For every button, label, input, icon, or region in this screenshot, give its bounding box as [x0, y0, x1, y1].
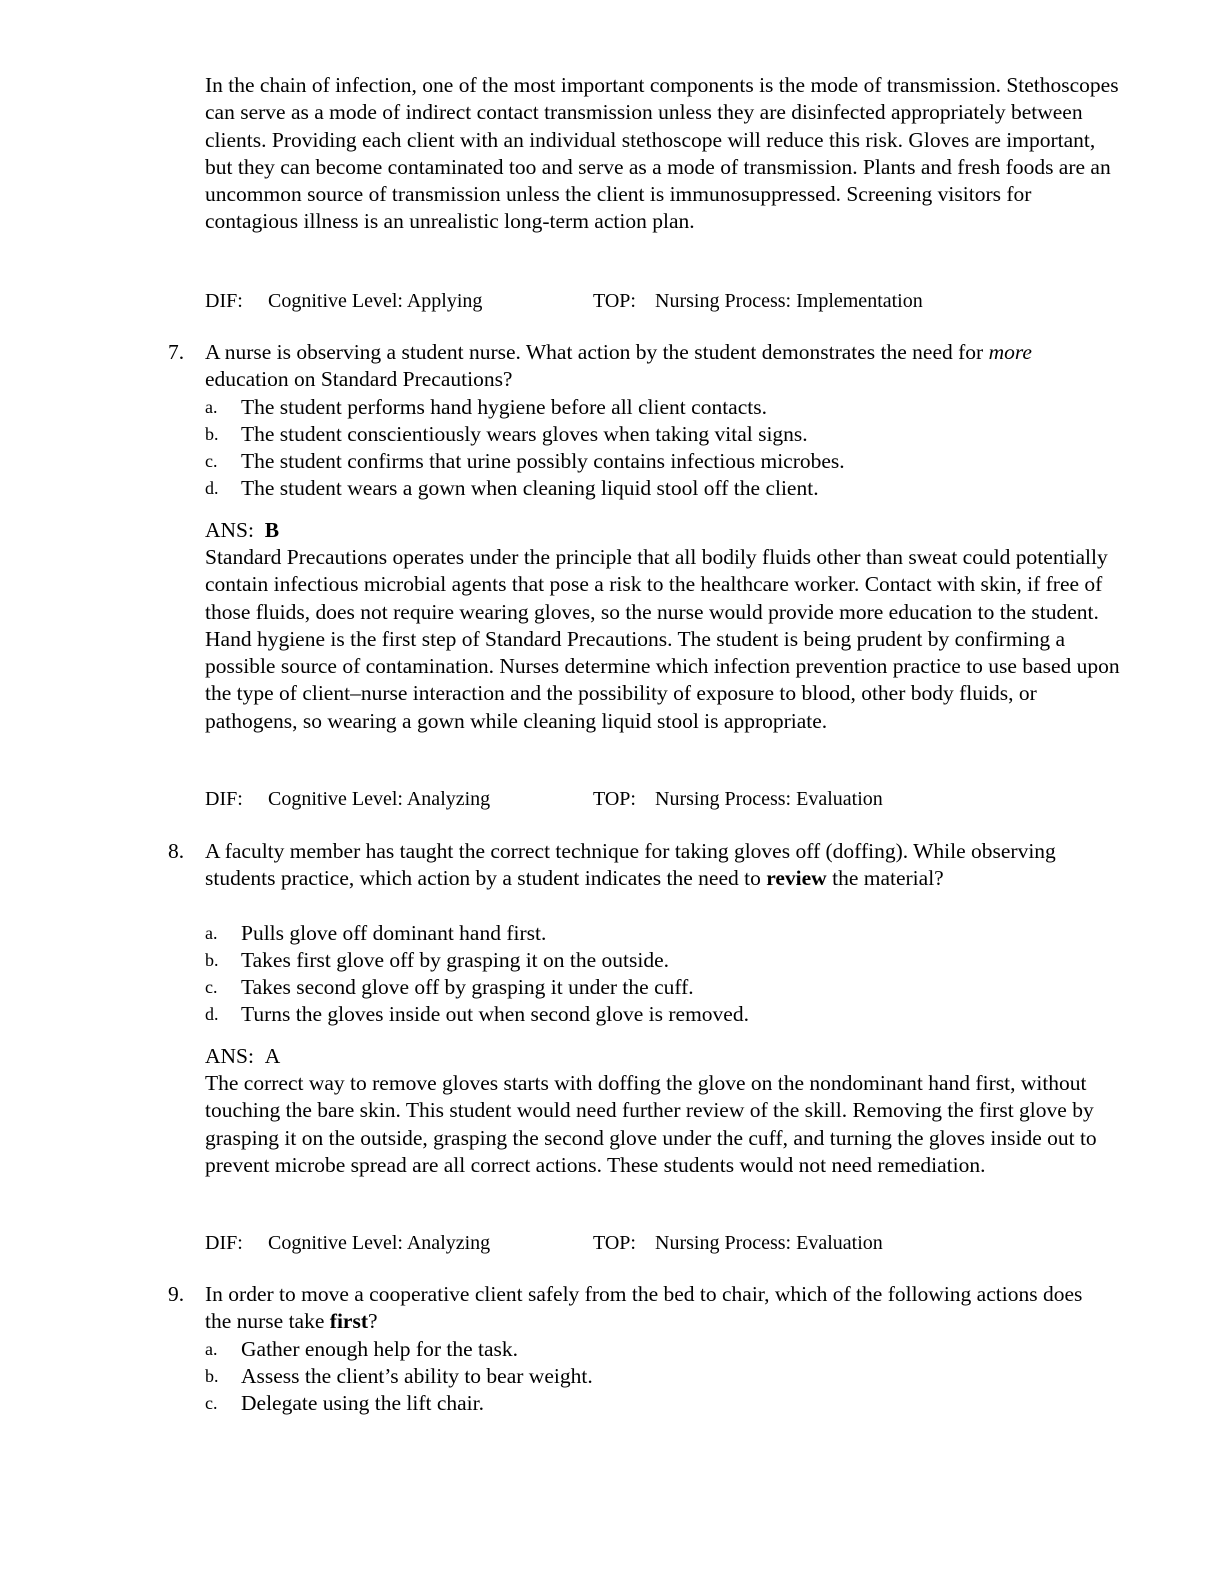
stem-text: A nurse is observing a student nurse. What action by the student demonstrates the need for	[205, 340, 989, 364]
option-text: Turns the gloves inside out when second glove is removed.	[241, 1002, 749, 1026]
option-text: Gather enough help for the task.	[241, 1337, 519, 1361]
stem-text: A faculty member has taught the correct technique for taking gloves off (doffing). While observing students practice, which action by a student indicates the need to	[205, 839, 1056, 891]
option-text: The student performs hand hygiene before all client contacts.	[241, 395, 767, 419]
answer-value: A	[264, 1044, 281, 1068]
option-text: Assess the client’s ability to bear weight.	[241, 1364, 593, 1388]
question-number: 9.	[168, 1282, 185, 1306]
dif-label: DIF:	[205, 290, 243, 312]
option-text: The student confirms that urine possibly contains infectious microbes.	[241, 449, 845, 473]
top-label: TOP:	[593, 1232, 636, 1254]
answer-label: ANS:	[205, 1044, 254, 1068]
question-stem	[205, 838, 1110, 893]
dif-value: Cognitive Level: Analyzing	[268, 788, 491, 810]
stem-text: In order to move a cooperative client safely from the bed to chair, which of the following actions does the nurse take	[205, 1282, 1083, 1334]
top-value: Nursing Process: Implementation	[655, 290, 923, 312]
answer-label: ANS:	[205, 518, 254, 542]
option-letter: a.	[205, 923, 218, 943]
stem-emphasis: more	[988, 340, 1032, 364]
option-letter: c.	[205, 451, 218, 471]
rationale-paragraph: Standard Precautions operates under the principle that all bodily fluids other than sweat could potentially contain infectious microbial agents that pose a risk to the healthcare worker. Contact with skin, if free of those fluids, does not require wearing gloves, so the nurse would provide more education to the student. Hand hygiene is the first step of Standard Precautions. The student is being prudent by confirming a possible source of contamination. Nurses determine which infection prevention practice to use based upon the type of client–nurse interaction and the possibility of exposure to blood, other body fluids, or pathogens, so wearing a gown while cleaning liquid stool is appropriate.	[205, 545, 1120, 733]
question-number: 8.	[168, 839, 185, 863]
stem-emphasis: first	[329, 1309, 368, 1334]
question-number: 7.	[168, 340, 185, 364]
question-meta	[205, 785, 1105, 813]
answer-key	[205, 517, 279, 544]
option-letter: b.	[205, 1366, 219, 1386]
option-text: The student wears a gown when cleaning liquid stool off the client.	[241, 476, 819, 500]
answer-key	[205, 1043, 280, 1070]
question-stem	[205, 1281, 1110, 1336]
top-value: Nursing Process: Evaluation	[655, 1232, 883, 1254]
option-text: Pulls glove off dominant hand first.	[241, 921, 547, 945]
rationale-paragraph: The correct way to remove gloves starts with doffing the glove on the nondominant hand first, without touching the bare skin. This student would need further review of the skill. Removing the first glove by grasping it on the outside, grasping the second glove under the cuff, and turning the gloves inside out to prevent microbe spread are all correct actions. These students would not need remediation.	[205, 1071, 1097, 1177]
stem-emphasis: review	[766, 866, 827, 891]
option-text: The student conscientiously wears gloves when taking vital signs.	[241, 422, 808, 446]
stem-text: the material?	[826, 866, 944, 891]
dif-label: DIF:	[205, 1232, 243, 1254]
option-letter: c.	[205, 1393, 218, 1413]
option-letter: b.	[205, 950, 219, 970]
option-letter: a.	[205, 1339, 218, 1359]
question-meta	[205, 287, 1105, 315]
stem-text: education on Standard Precautions?	[205, 367, 513, 392]
top-value: Nursing Process: Evaluation	[655, 788, 883, 810]
top-label: TOP:	[593, 788, 636, 810]
option-text: Delegate using the lift chair.	[241, 1391, 484, 1415]
dif-label: DIF:	[205, 788, 243, 810]
option-letter: a.	[205, 397, 218, 417]
option-letter: d.	[205, 478, 219, 498]
answer-value: B	[264, 518, 280, 542]
option-letter: c.	[205, 977, 218, 997]
option-letter: d.	[205, 1004, 219, 1024]
stem-text: ?	[367, 1309, 378, 1334]
option-text: Takes first glove off by grasping it on the outside.	[241, 948, 670, 972]
option-letter: b.	[205, 424, 219, 444]
question-stem	[205, 339, 1110, 394]
dif-value: Cognitive Level: Applying	[268, 290, 483, 312]
option-text: Takes second glove off by grasping it under the cuff.	[241, 975, 694, 999]
top-label: TOP:	[593, 290, 636, 312]
dif-value: Cognitive Level: Analyzing	[268, 1232, 491, 1254]
question-meta	[205, 1229, 1105, 1257]
rationale-paragraph: In the chain of infection, one of the most important components is the mode of transmission. Stethoscopes can serve as a mode of indirect contact transmission unless they are disinfected appropriately between clients. Providing each client with an individual stethoscope will reduce this risk. Gloves are important, but they can become contaminated too and serve as a mode of transmission. Plants and fresh foods are an uncommon source of transmission unless the client is immunosuppressed. Screening visitors for contagious illness is an unrealistic long-term action plan.	[205, 73, 1119, 234]
